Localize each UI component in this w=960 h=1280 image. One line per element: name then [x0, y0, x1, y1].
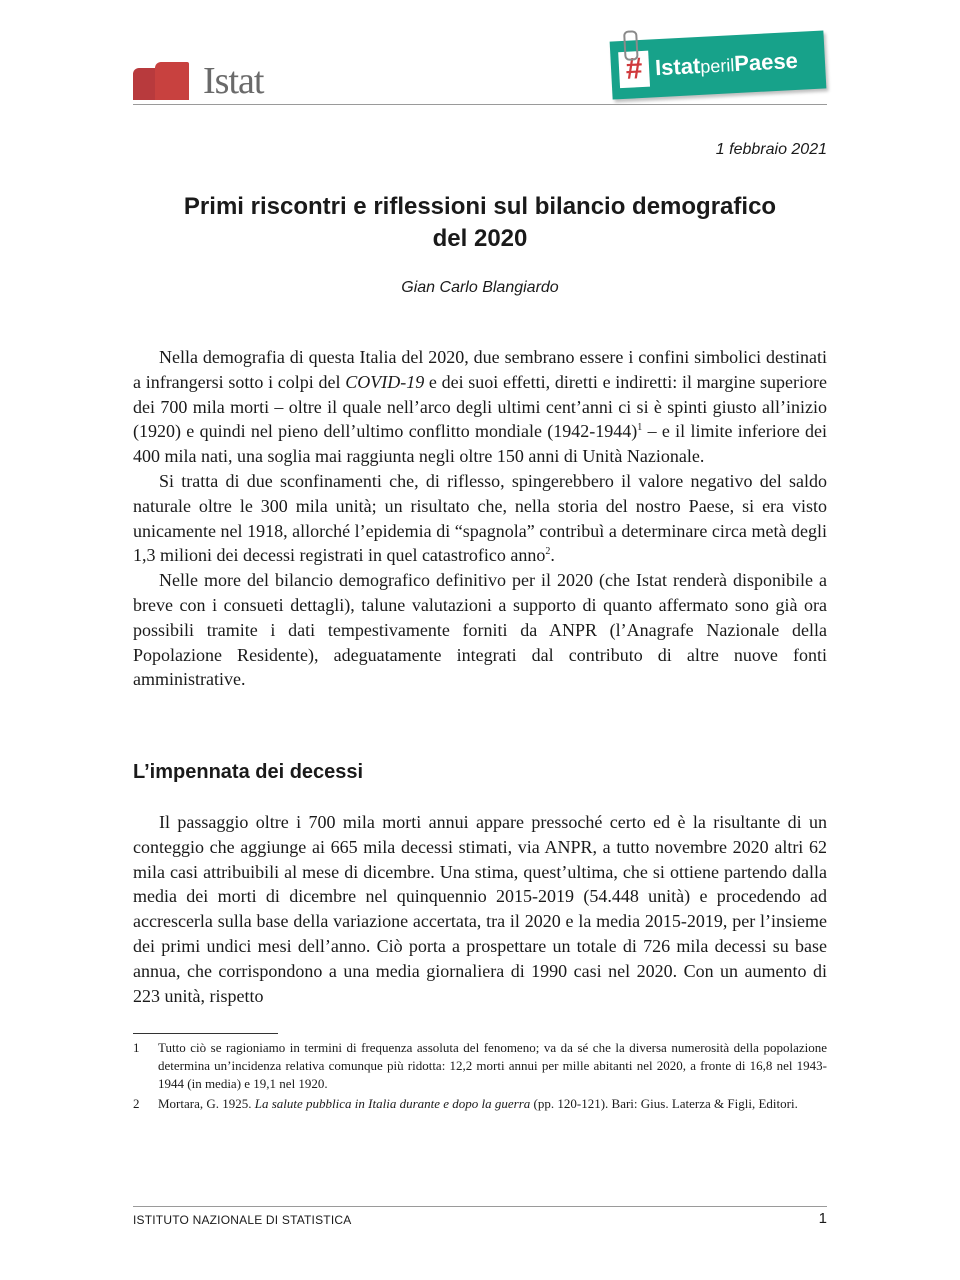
badge-label: IstatperilPaese: [654, 47, 799, 81]
istat-logo: [133, 52, 263, 100]
intro-paragraph-2: Si tratta di due sconfinamenti che, di riflesso, spingerebbero il valore negativo del saldo naturale oltre le 300 mila unità; un risultato che, nella storia del nostro Paese, si era visto unicamente nel 1918, allorché l’epidemia di “spagnola” contribuì a determinare circa metà degli 1,3 milioni dei decessi registrati in quel catastrofico anno$^2$.: [133, 470, 827, 566]
author-name: Gian Carlo Blangiardo: [401, 279, 559, 296]
logo-text: Istat: [203, 60, 264, 102]
istat-per-il-paese-badge: [610, 30, 827, 99]
header-divider: [133, 104, 827, 105]
intro-paragraph-3: Nelle more del bilancio demografico definitivo per il 2020 (che Istat renderà disponibile a breve con i consueti dettagli), talune valutazioni a supporto di quanto affermato sono già ora possibili tramite i dati tempestivamente forniti da ANPR (l’Anagrafe Nazionale della Popolazione Residente), adeguatamente integrati dal contributo di altre nuove fonti amministrative.: [133, 570, 827, 690]
section-text: [133, 810, 827, 1008]
section-paragraph-1: Il passaggio oltre i 700 mila morti annui appare pressoché certo ed è la risultante di un conteggio che aggiunge ai 665 mila decessi stimati, via ANPR, a tutto novembre 2020 altri 62 mila casi attribuibili al mese di dicembre. Una stima, quest’ultima, che si ottiene partendo dalla media dei morti di dicembre nel quinquennio 2015-2019 (54.448 unità) e procedendo ad accrescerla sulla base della variazione accertata, tra il 2020 e la media 2015-2019, per l’insieme dei primi undici mesi dell’anno. Ciò porta a prospettare un totale di 726 mila decessi su base annua, che corrispondono a una media giornaliera di 1990 casi nel 2020. Con un aumento di 223 unità, rispetto: [133, 812, 827, 1006]
footnote-text: Tutto ciò se ragioniamo in termini di frequenza assoluta del fenomeno; va da sé che la diversa numerosità della popolazione determina un’incidenza relativa comunque più ridotta: 12,2 morti annui per mille abitanti nel 2020, a fronte di 16,8 nel 1943-1944 (in media) e 19,1 nel 1920.: [158, 1040, 827, 1091]
footnote-1: [133, 1039, 827, 1093]
footnote-ref-2[interactable]: 2: [545, 546, 551, 558]
footnote-text: Mortara, G. 1925. La salute pubblica in Italia durante e dopo la guerra (pp. 120-121). Bari: Gius. Laterza & Figli, Editori.: [158, 1096, 798, 1111]
page-number: 1: [818, 1210, 827, 1227]
title-line-2: del 2020: [432, 225, 528, 252]
publication-date: 1 febbraio 2021: [715, 141, 827, 158]
footnote-number: 1: [133, 1040, 140, 1055]
footer-institute: ISTITUTO NAZIONALE DI STATISTICA: [133, 1213, 352, 1227]
istat-logo-icon: [133, 60, 193, 100]
page-header: [133, 30, 827, 110]
section-heading: L’impennata dei decessi: [133, 761, 364, 783]
footer-divider: [133, 1206, 827, 1207]
intro-paragraph-1: Nella demografia di questa Italia del 2020, due sembrano essere i confini simbolici destinati a infrangersi sotto i colpi del COVID-19 e dei suoi effetti, diretti e indiretti: il margine superiore dei 700 mila morti – oltre il quale nell’arco degli ultimi cent’anni ci si è spinti giusto all’inizio (1920) e quindi nel pieno dell’ultimo conflitto mondiale (1942-1944)$^1$ – e il limite inferiore dei 400 mila nati, una soglia mai raggiunta negli oltre 150 anni di Unità Nazionale.: [133, 347, 827, 467]
footnote-ref-1[interactable]: 1: [637, 422, 643, 434]
title-line-1: Primi riscontri e riflessioni sul bilancio demografico: [183, 193, 777, 220]
footnote-number: 2: [133, 1096, 140, 1111]
footnote-divider: [133, 1033, 278, 1034]
footnote-2: [133, 1095, 827, 1113]
paperclip-icon: [623, 30, 639, 61]
intro-text: [133, 345, 827, 692]
hashtag-icon: #: [618, 51, 650, 89]
document-title: [133, 191, 827, 255]
footnotes: [133, 1039, 827, 1115]
